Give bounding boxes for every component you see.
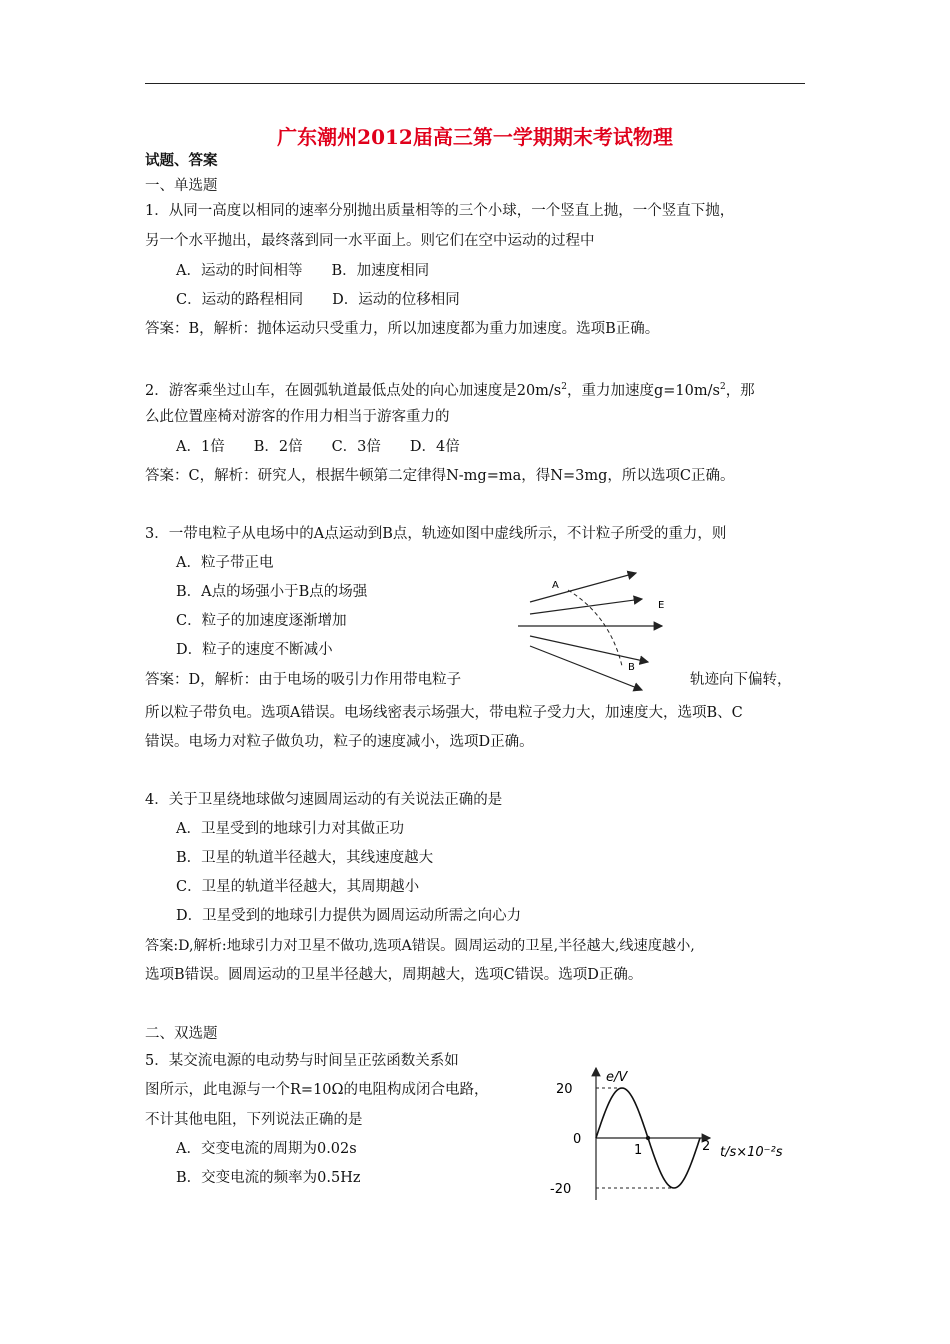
q1-answer: 答案：B，解析：抛体运动只受重力，所以加速度都为重力加速度。选项B正确。 (145, 321, 660, 337)
q3-option-d: D．粒子的速度不断减小 (176, 642, 333, 658)
q4-option-a: A．卫星受到的地球引力对其做正功 (176, 821, 404, 837)
q2-stem-part2: ，重力加速度g=10m/s (566, 382, 720, 399)
q1-options-cd: C．运动的路程相同 D．运动的位移相同 (176, 292, 460, 308)
q4-answer-line1: 答案:D,解析:地球引力对卫星不做功,选项A错误。圆周运动的卫星,半径越大,线速度越小, (145, 938, 695, 954)
q2-stem-line2: 么此位置座椅对游客的作用力相当于游客重力的 (145, 409, 450, 425)
q3-answer-line1b: 轨迹向下偏转， (690, 672, 792, 688)
y-tick-20: 20 (556, 1082, 573, 1097)
q2-options: A．1倍 B．2倍 C．3倍 D．4倍 (176, 439, 460, 455)
q5-stem-line2: 图所示，此电源与一个R=10Ω的电阻构成闭合电路， (145, 1082, 489, 1098)
q2-sup2: 2 (719, 382, 726, 392)
q1-stem-line1: 1．从同一高度以相同的速率分别抛出质量相等的三个小球，一个竖直上抛，一个竖直下抛， (145, 203, 735, 219)
field-line-5 (530, 646, 642, 690)
q3-stem: 3．一带电粒子从电场中的A点运动到B点，轨迹如图中虚线所示，不计粒子所受的重力，则 (145, 526, 727, 542)
q2-stem-part3: ，那 (725, 382, 755, 399)
emf-time-chart (540, 1060, 800, 1210)
point-b-label: B (628, 662, 635, 673)
q4-option-c: C．卫星的轨道半径越大，其周期越小 (176, 879, 420, 895)
q2-sup1: 2 (561, 382, 567, 392)
q4-option-d: D．卫星受到的地球引力提供为圆周运动所需之向心力 (176, 908, 522, 924)
y-tick-minus-20: -20 (550, 1182, 572, 1197)
q3-answer-line2: 所以粒子带负电。选项A错误。电场线密表示场强大，带电粒子受力大，加速度大，选项B、C (145, 705, 743, 721)
x-tick-1: 1 (634, 1143, 643, 1158)
field-line-1 (530, 573, 636, 602)
section-single-choice: 一、单选题 (145, 178, 218, 194)
q4-answer-line2: 选项B错误。圆周运动的卫星半径越大，周期越大，选项C错误。选项D正确。 (145, 967, 643, 983)
q3-option-a: A．粒子带正电 (176, 555, 274, 571)
q2-stem-line1 (145, 377, 755, 401)
field-line-4 (530, 636, 648, 662)
q2-answer: 答案：C，解析：研究人，根据牛顿第二定律得N-mg=ma，得N=3mg，所以选项C正确。 (145, 468, 735, 484)
q3-answer-line1a: 答案：D，解析：由于电场的吸引力作用带电粒子 (145, 672, 462, 688)
q3-answer-line3: 错误。电场力对粒子做负功，粒子的速度减小，选项D正确。 (145, 734, 534, 750)
q2-stem-part1: 2．游客乘坐过山车，在圆弧轨道最低点处的向心加速度是20m/s (145, 382, 562, 399)
field-line-2 (530, 599, 642, 614)
q3-option-b: B．A点的场强小于B点的场强 (176, 584, 368, 600)
electric-field-figure (510, 566, 680, 696)
top-rule (145, 83, 805, 84)
point-a-label: A (552, 580, 559, 591)
y-axis-label: e/V (606, 1070, 628, 1085)
page-title: 广东潮州2012届高三第一学期期末考试物理 (277, 125, 673, 149)
q3-option-c: C．粒子的加速度逐渐增加 (176, 613, 347, 629)
q4-stem: 4．关于卫星绕地球做匀速圆周运动的有关说法正确的是 (145, 792, 503, 808)
heading: 试题、答案 (145, 152, 218, 169)
y-tick-0: 0 (573, 1132, 582, 1147)
zero-crossing-point (646, 1136, 650, 1140)
q5-stem-line1: 5．某交流电源的电动势与时间呈正弦函数关系如 (145, 1053, 459, 1069)
q1-options-ab: A．运动的时间相等 B．加速度相同 (176, 263, 430, 279)
section-double-choice: 二、双选题 (145, 1026, 218, 1042)
q5-stem-line3: 不计其他电阻，下列说法正确的是 (145, 1112, 363, 1128)
x-tick-2: 2 (702, 1139, 711, 1154)
x-axis-label: t/s×10⁻²s (720, 1145, 783, 1160)
q4-option-b: B．卫星的轨道半径越大，其线速度越大 (176, 850, 434, 866)
q5-option-b: B．交变电流的频率为0.5Hz (176, 1170, 361, 1186)
q1-stem-line2: 另一个水平抛出，最终落到同一水平面上。则它们在空中运动的过程中 (145, 233, 595, 249)
field-e-label: E (658, 600, 665, 611)
q5-option-a: A．交变电流的周期为0.02s (176, 1141, 357, 1157)
